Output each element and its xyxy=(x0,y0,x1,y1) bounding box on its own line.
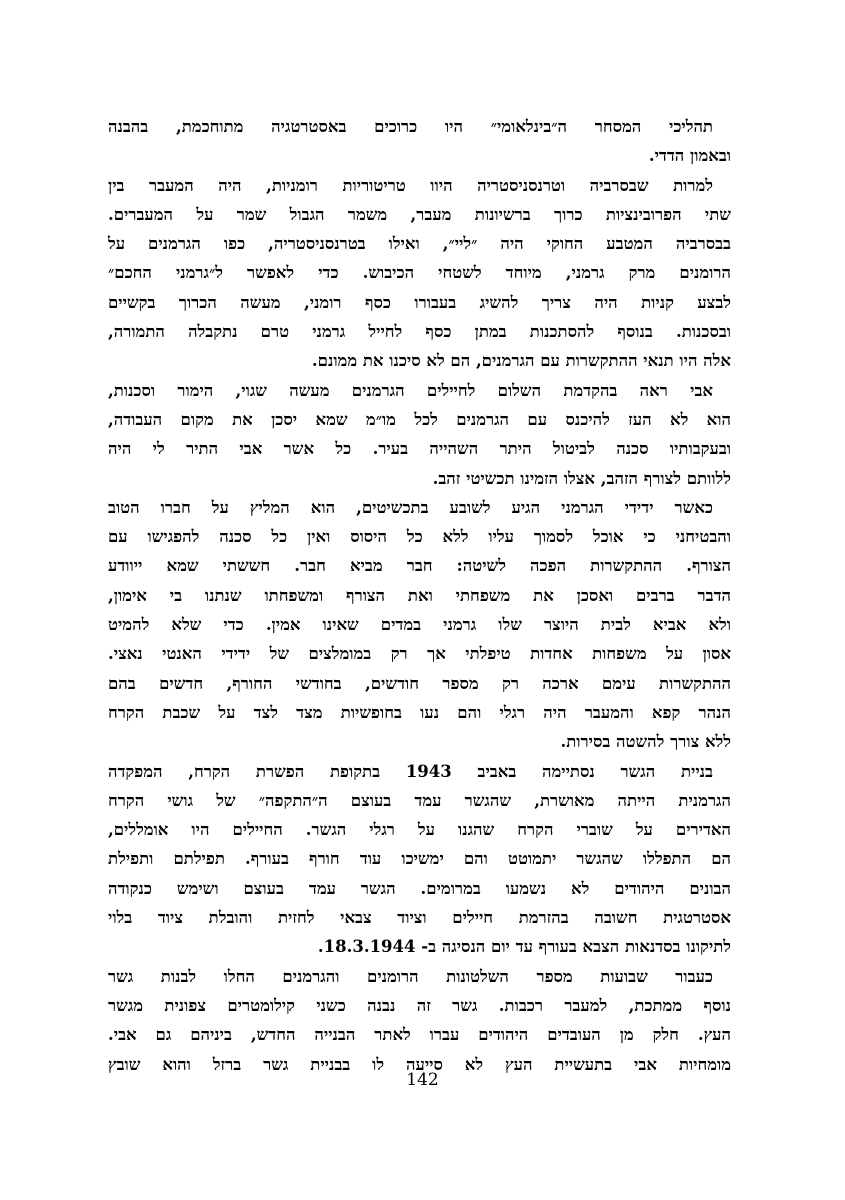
text-line: לבצע קניות היה צריך להשיג בעבורו כסף רומני, מעשה הכרוך בקשיים xyxy=(108,292,731,312)
text-line: ובסכנות. בנוסף להסתכנות במתן כסף לחייל גרמני טרם נתקבלה התמורה, xyxy=(108,322,731,342)
text-line: ללוותם לצורף הזהב, אצלו הזמינו תכשיטי זהב. xyxy=(432,468,731,488)
body-text xyxy=(108,112,731,1079)
text-line: העץ. חלק מן העובדים היהודים עברו לאתר הבנייה החדש, ביניהם גם אבי. xyxy=(108,1025,731,1045)
text-line: ובעקבותיו סכנה לביטול היתר השהייה בעיר. כל אשר אבי התיר לי היה xyxy=(108,439,731,459)
text-line: שתי הפרובינציות כרוך ברשיונות מעבר, משמר הגבול שמר על המעברים. xyxy=(108,204,731,224)
text-line: והבטיחני כי אוכל לסמוך עליו ללא כל היסוס ואין כל סכנה להפגישו עם xyxy=(108,527,731,547)
text-line: אסון על משפחות אחדות טיפלתי אך רק במומלצים של ידידי האנטי נאצי. xyxy=(108,644,731,664)
text-line: הנהר קפא והמעבר היה רגלי והם נעו בחופשיות מצד לצד על שכבת הקרח xyxy=(108,702,731,722)
text-line: למרות שבסרביה וטרנסניסטריה היוו טריטוריות רומניות, היה המעבר בין xyxy=(108,175,713,195)
text-line: הבונים היהודים לא נשמעו במרומים. הגשר עמד בעוצם ושימש כנקודה xyxy=(108,878,731,898)
text-line: ובאמון הדדי. xyxy=(648,146,731,166)
text-line: לתיקונו בסדנאות הצבא בעורף עד יום הנסיגה ב- 18.3.1944. xyxy=(317,937,731,957)
text-line: אסטרטגית חשובה בהזרמת חיילים וציוד צבאי לחזית והובלת ציוד בלוי xyxy=(108,908,731,928)
text-line: כאשר ידידי הגרמני הגיע לשובע בתכשיטים, הוא המליץ על חברו הטוב xyxy=(108,497,713,517)
text-line: הגרמנית הייתה מאושרת, שהגשר עמד בעוצם ה״התקפה״ של גושי הקרח xyxy=(108,790,731,810)
text-line: ההתקשרות עימם ארכה רק מספר חודשים, בחודשי החורף, חדשים בהם xyxy=(108,673,731,693)
text-line: האדירים על שוברי הקרח שהגנו על רגלי הגשר. החיילים היו אומללים, xyxy=(108,820,731,840)
text-line: ולא אביא לבית היוצר שלו גרמני במדים שאינו אמין. כדי שלא להמיט xyxy=(108,615,731,635)
text-line: הם התפללו שהגשר יתמוטט והם ימשיכו עוד חורף בעורף. תפילתם ותפילת xyxy=(108,849,731,869)
text-line: בבסרביה המטבע החוקי היה ״ליי״, ואילו בטרנסניסטריה, כפו הגרמנים על xyxy=(108,234,731,254)
text-line: בניית הגשר נסתיימה באביב 1943 בתקופת הפשרת הקרח, המפקדה xyxy=(108,761,713,781)
text-line: אבי ראה בהקדמת השלום לחיילים הגרמנים מעשה שגוי, הימור וסכנות, xyxy=(108,380,713,400)
text-line: תהליכי המסחר ה״בינלאומי״ היו כרוכים באסטרטגיה מתוחכמת, בהבנה xyxy=(108,117,713,136)
page-number: 142 xyxy=(406,1070,439,1090)
text-line: הדבר ברבים ואסכן את משפחתי ואת הצורף ומשפחתו שנתנו בי אימון, xyxy=(108,585,731,605)
text-line: מומחיות אבי בתעשיית העץ לא סייעה לו בבניית גשר ברזל והוא שובץ xyxy=(108,1054,731,1074)
text-line: הוא לא העז להיכנס עם הגרמנים לכל מו״מ שמא יסכן את מקום העבודה, xyxy=(108,409,731,429)
text-line: ללא צורך להשטה בסירות. xyxy=(560,732,731,752)
text-line: כעבור שבועות מספר השלטונות הרומנים והגרמנים החלו לבנות גשר xyxy=(108,966,713,986)
text-line: אלה היו תנאי ההתקשרות עם הגרמנים, הם לא סיכנו את ממונם. xyxy=(311,351,731,371)
text-line: נוסף ממתכת, למעבר רכבות. גשר זה נבנה כשני קילומטרים צפונית מגשר xyxy=(108,995,731,1015)
text-line: הצורף. ההתקשרות הפכה לשיטה: חבר מביא חבר. חששתי שמא ייוודע xyxy=(108,556,731,576)
text-line: הרומנים מרק גרמני, מיוחד לשטחי הכיבוש. כדי לאפשר ל״גרמני החכם״ xyxy=(108,263,731,283)
